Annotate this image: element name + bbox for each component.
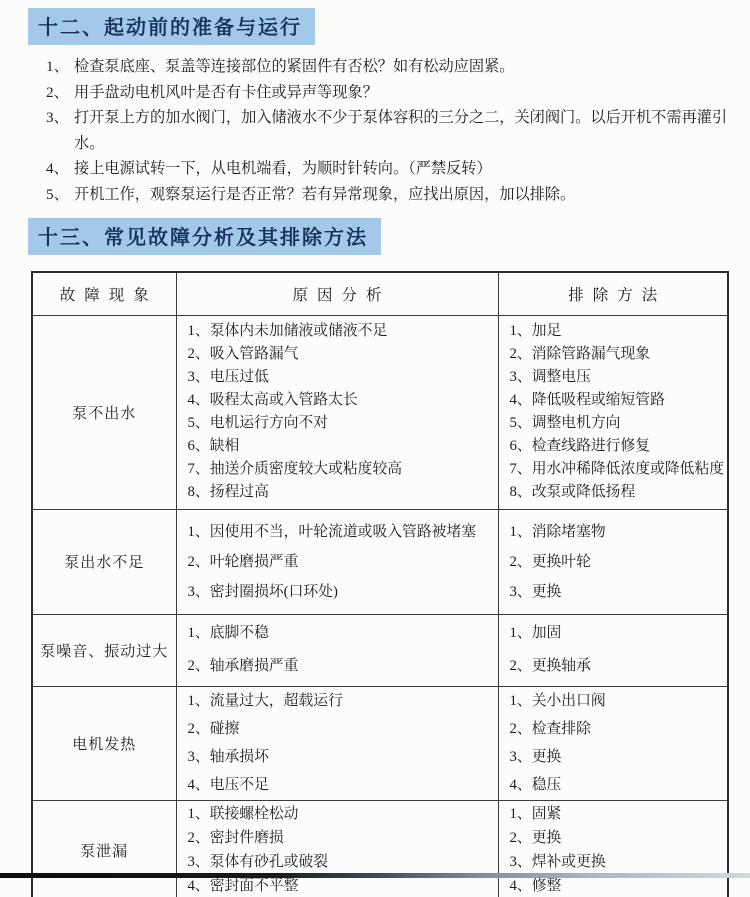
cell-line: 1、消除堵塞物 xyxy=(509,523,606,540)
causes-cell xyxy=(176,614,498,686)
cell-line: 3、电压过低 xyxy=(187,369,269,386)
list-item-text: 接上电源试转一下，从电机端看，为顺时针转向。（严禁反转） xyxy=(74,160,492,178)
cell-line: 2、更换轴承 xyxy=(509,658,591,675)
table-row xyxy=(32,614,728,686)
cell-line: 4、修整 xyxy=(509,878,562,895)
cell-line: 1、因使用不当，叶轮流道或吸入管路被堵塞 xyxy=(187,523,477,540)
section-12-header xyxy=(28,8,315,45)
column-header-remedy: 排除方法 xyxy=(498,272,728,316)
section-13-header xyxy=(28,218,381,255)
list-item-number: 2、 xyxy=(46,83,69,101)
cell-line: 2、密封件磨损 xyxy=(187,830,284,847)
causes-cell xyxy=(176,800,498,897)
section-13-title: 十三、常见故障分析及其排除方法 xyxy=(38,226,368,249)
page-bottom-edge xyxy=(0,873,750,878)
list-item-number: 4、 xyxy=(46,160,69,178)
remedies-cell xyxy=(498,686,728,800)
remedies-cell xyxy=(498,509,728,614)
list-item-number: 5、 xyxy=(46,185,69,203)
list-item-text: 开机工作，观察泵运行是否正常？若有异常现象，应找出原因，加以排除。 xyxy=(74,185,576,203)
cell-line: 4、吸程太高或入管路太长 xyxy=(187,392,358,409)
cell-line: 4、密封面不平整 xyxy=(187,878,299,895)
table-row xyxy=(32,315,728,509)
cell-line: 2、检查排除 xyxy=(509,721,591,738)
cell-line: 2、轴承磨损严重 xyxy=(187,658,299,675)
column-header-fault: 故障现象 xyxy=(32,272,176,316)
causes-cell xyxy=(176,509,498,614)
cell-line: 1、流量过大，超载运行 xyxy=(187,693,343,710)
cell-line: 3、泵体有砂孔或破裂 xyxy=(187,854,329,871)
cell-line: 7、抽送介质密度较大或粘度较高 xyxy=(187,461,403,478)
section-12-title: 十二、起动前的准备与运行 xyxy=(38,17,302,39)
cell-line: 3、更换 xyxy=(509,583,562,600)
cell-line: 2、更换叶轮 xyxy=(509,553,591,570)
cell-line: 1、联接螺栓松动 xyxy=(187,806,299,823)
cell-line: 8、扬程过高 xyxy=(187,484,269,501)
cell-line: 2、叶轮磨损严重 xyxy=(187,553,299,570)
fault-cell: 泵不出水 xyxy=(32,315,176,509)
cell-line: 4、电压不足 xyxy=(187,777,269,794)
cell-line: 3、调整电压 xyxy=(509,369,591,386)
cell-line: 5、电机运行方向不对 xyxy=(187,415,329,432)
cell-line: 2、吸入管路漏气 xyxy=(187,346,299,363)
fault-cell: 泵出水不足 xyxy=(32,509,176,614)
cell-line: 1、固紧 xyxy=(509,806,562,823)
table-header-row xyxy=(32,272,728,316)
list-item xyxy=(46,80,728,106)
cell-line: 5、调整电机方向 xyxy=(509,415,621,432)
cell-line: 2、消除管路漏气现象 xyxy=(509,346,651,363)
remedies-cell xyxy=(498,614,728,686)
fault-analysis-table xyxy=(31,271,729,897)
cell-line: 3、更换 xyxy=(509,749,562,766)
list-item-number: 3、 xyxy=(46,109,69,127)
cell-line: 1、加足 xyxy=(509,323,562,340)
remedies-cell xyxy=(498,315,728,509)
fault-cell: 泵泄漏 xyxy=(32,800,176,897)
cell-line: 6、检查线路进行修复 xyxy=(509,438,651,455)
fault-cell: 电机发热 xyxy=(32,686,176,800)
cell-line: 1、底脚不稳 xyxy=(187,625,269,642)
list-item xyxy=(46,156,728,182)
cell-line: 7、用水冲稀降低浓度或降低粘度 xyxy=(509,461,725,478)
startup-instruction-list xyxy=(46,54,728,208)
list-item xyxy=(46,182,728,208)
cell-line: 8、改泵或降低扬程 xyxy=(509,484,636,501)
cell-line: 6、缺相 xyxy=(187,438,240,455)
list-item xyxy=(46,54,728,80)
list-item-text: 打开泵上方的加水阀门，加入储液水不少于泵体容积的三分之二，关闭阀门。以后开机不需再灌引水。 xyxy=(74,109,728,152)
cell-line: 1、泵体内未加储液或储液不足 xyxy=(187,323,388,340)
cell-line: 2、碰擦 xyxy=(187,721,240,738)
remedies-cell xyxy=(498,800,728,897)
list-item-number: 1、 xyxy=(46,58,69,75)
list-item xyxy=(46,105,728,156)
table-row xyxy=(32,509,728,614)
cell-line: 4、降低吸程或缩短管路 xyxy=(509,392,665,409)
cell-line: 1、加固 xyxy=(509,625,562,642)
list-item-text: 用手盘动电机风叶是否有卡住或异声等现象？ xyxy=(74,83,378,101)
cell-line: 3、轴承损坏 xyxy=(187,749,269,766)
cell-line: 2、更换 xyxy=(509,830,562,847)
cell-line: 3、密封圈损坏(口环处) xyxy=(187,583,338,600)
fault-cell: 泵噪音、振动过大 xyxy=(32,614,176,686)
table-row xyxy=(32,800,728,897)
cell-line: 4、稳压 xyxy=(509,777,562,794)
cell-line: 3、焊补或更换 xyxy=(509,854,606,871)
list-item-text: 检查泵底座、泵盖等连接部位的紧固件有否松？如有松动应固紧。 xyxy=(74,58,515,75)
table-row xyxy=(32,686,728,800)
cell-line: 1、关小出口阀 xyxy=(509,693,606,710)
causes-cell xyxy=(176,686,498,800)
causes-cell xyxy=(176,315,498,509)
column-header-cause: 原因分析 xyxy=(176,272,498,316)
